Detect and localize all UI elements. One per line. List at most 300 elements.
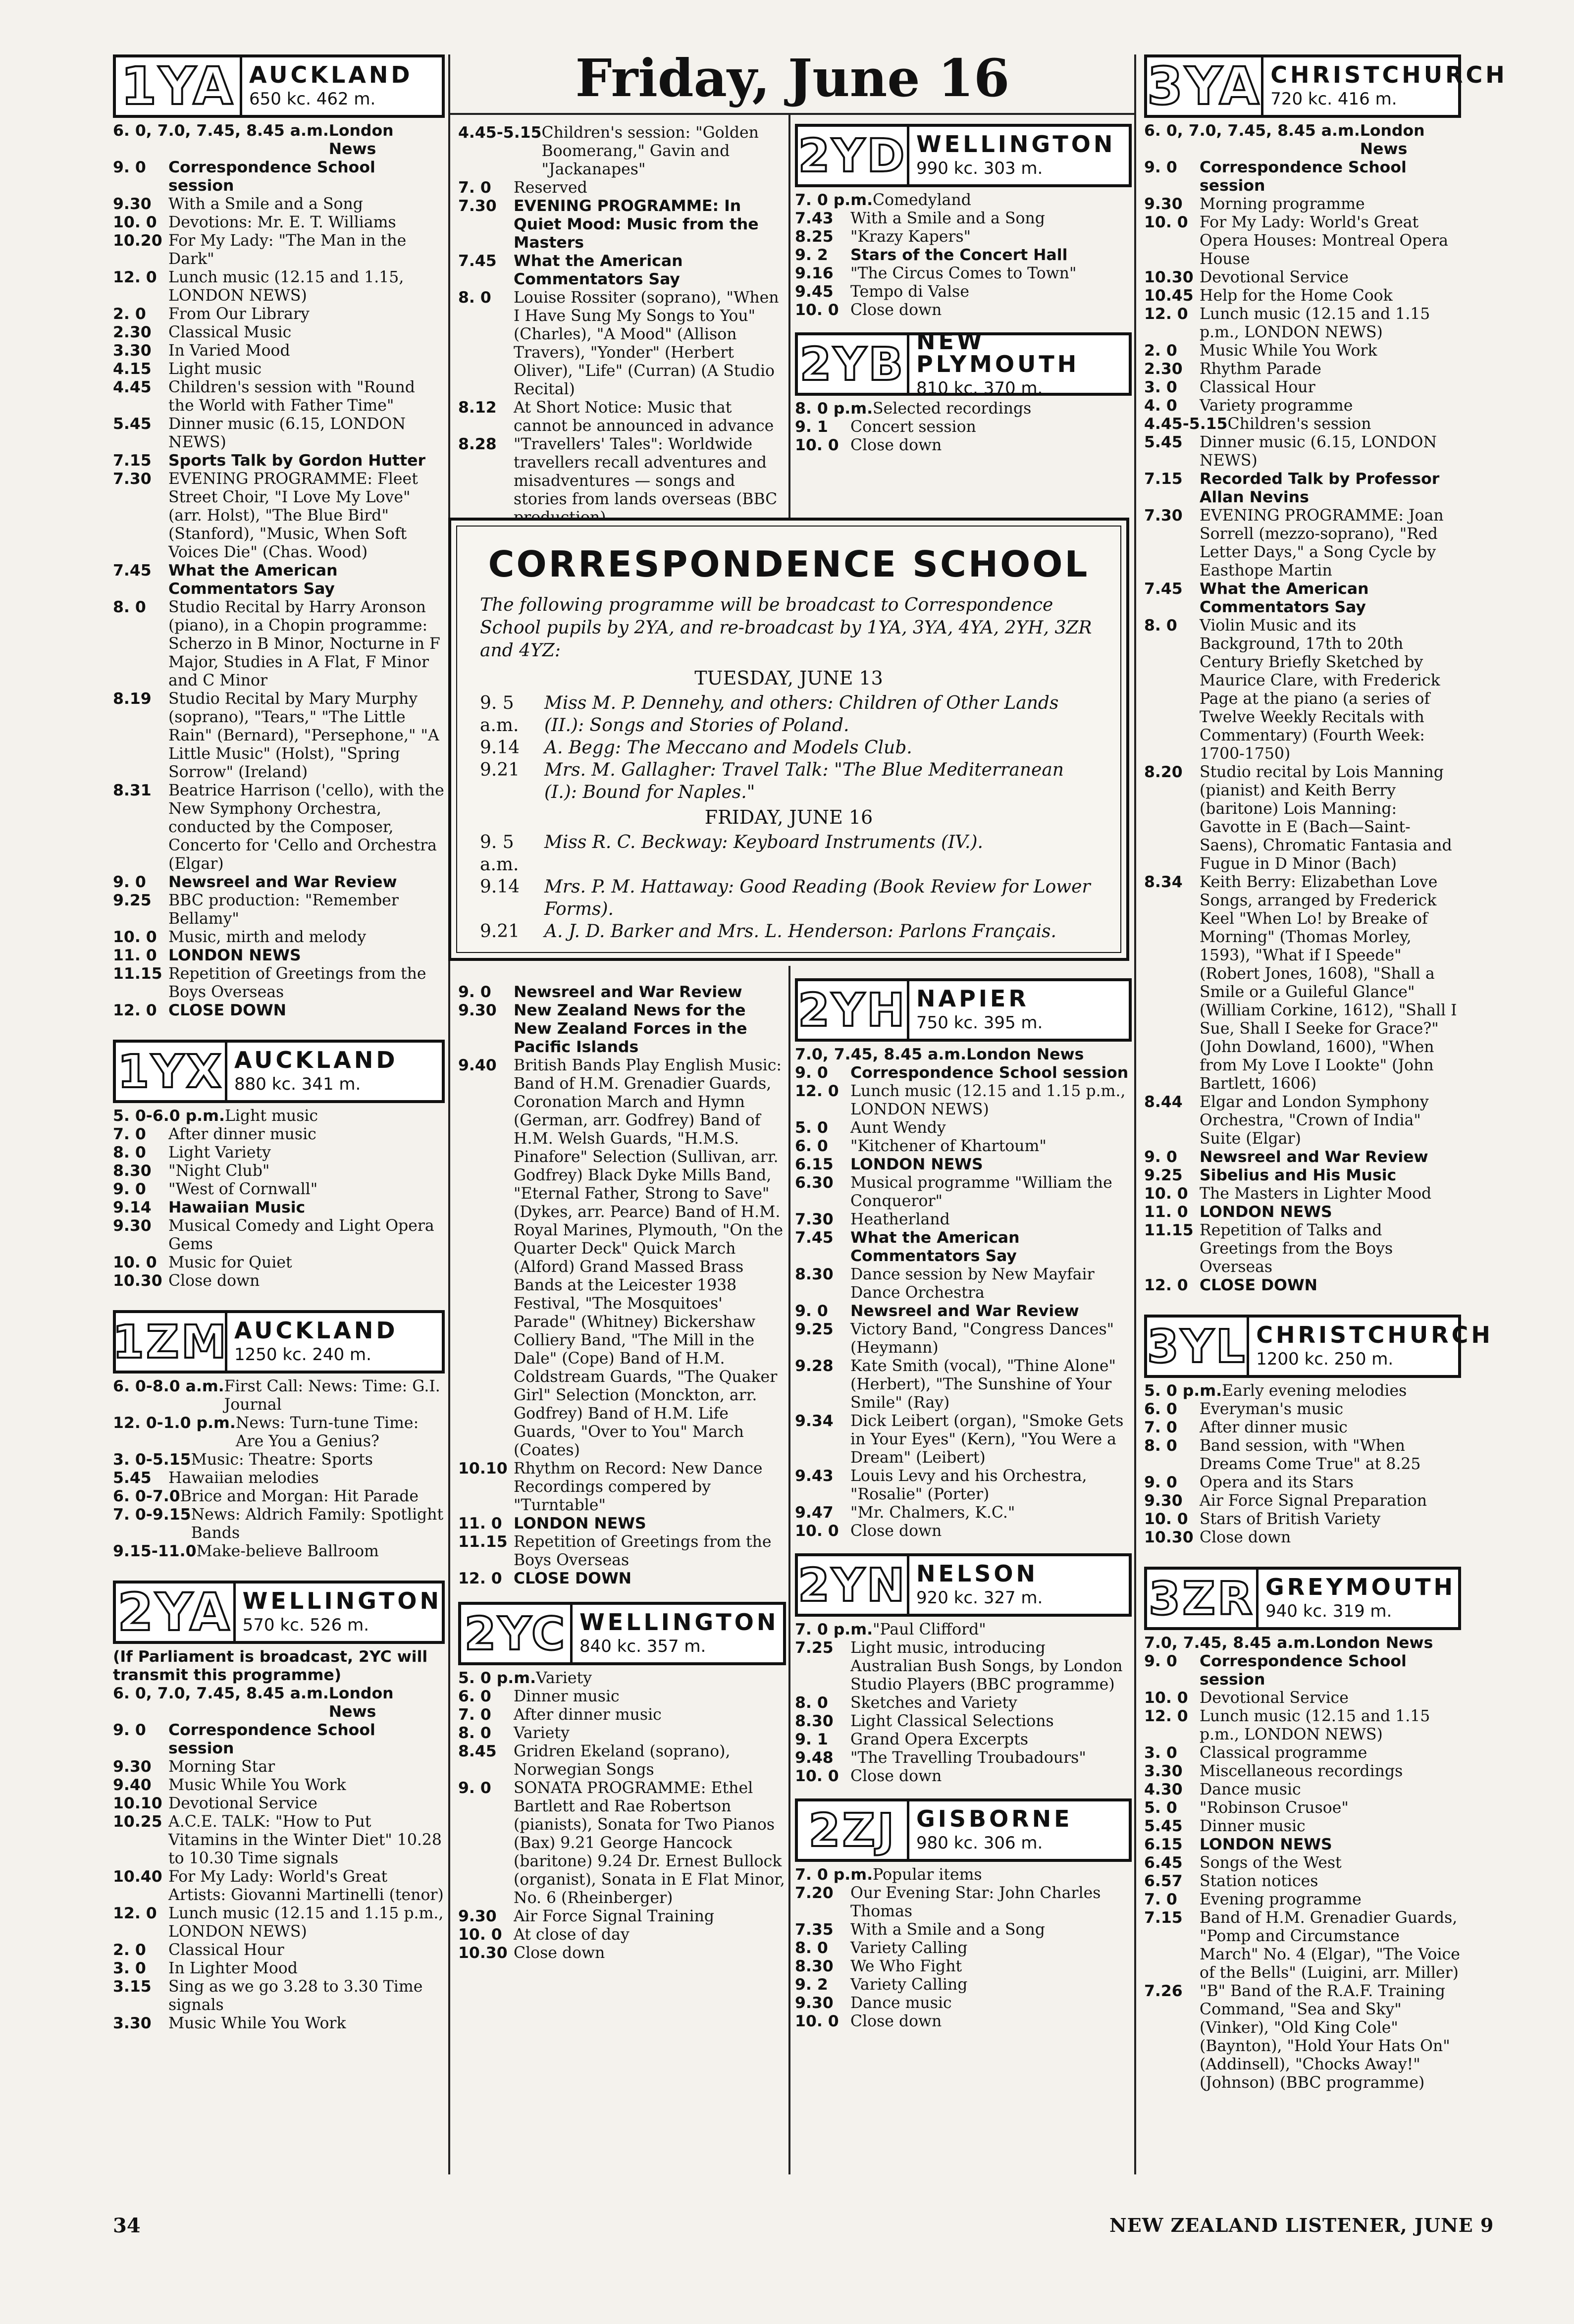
programme-time: 9. 0	[795, 1064, 828, 1082]
programme-item	[458, 197, 786, 252]
programme-time: 9. 0	[1144, 1474, 1177, 1491]
station-frequency: 650 kc. 462 m.	[249, 89, 376, 109]
station-city: GREYMOUTH	[1265, 1574, 1456, 1600]
station-frequency: 750 kc. 395 m.	[916, 1013, 1043, 1033]
programme-title: After dinner music	[168, 1125, 316, 1143]
station-frequency: 990 kc. 303 m.	[916, 158, 1043, 178]
programme-title: What the American Commentators Say	[514, 252, 683, 288]
call-sign-logo: 1YX	[116, 1043, 227, 1100]
programme-time: 5.45	[113, 415, 152, 433]
programme-time: 2. 0	[113, 1941, 146, 1959]
programme-title: Hawaiian melodies	[168, 1469, 319, 1487]
programme-item	[458, 1056, 786, 1460]
programme-item	[1144, 580, 1461, 617]
station-header	[795, 1798, 1132, 1862]
programme-time: 7. 0	[1144, 1891, 1177, 1908]
programme-item	[795, 1046, 1132, 1064]
station-city: WELLINGTON	[916, 131, 1116, 158]
programme-time: 12. 0	[1144, 1707, 1188, 1725]
programme-time: 7.30	[458, 197, 497, 215]
programme-time: 7. 0	[1144, 1419, 1177, 1436]
programme-time: 9. 0	[113, 158, 146, 176]
programme-item	[458, 1688, 786, 1706]
programme-title: Dance music	[1200, 1781, 1301, 1798]
programme-title: Rhythm Parade	[1200, 360, 1321, 378]
programme-time: 2.30	[113, 323, 152, 341]
programme-item	[113, 1414, 445, 1451]
station-1zm	[113, 1310, 445, 1561]
programme-time: 10.30	[458, 1944, 508, 1962]
programme-item	[113, 1199, 445, 1217]
station-frequency: 980 kc. 306 m.	[916, 1833, 1043, 1853]
programme-time: 11.15	[1144, 1221, 1194, 1239]
programme-item	[113, 213, 445, 232]
programme-time: 9.30	[113, 1217, 152, 1235]
programme-item	[1144, 415, 1461, 433]
programme-item	[113, 122, 445, 158]
programme-item	[458, 124, 786, 179]
programme-item	[1144, 287, 1461, 305]
programme-item	[795, 418, 1132, 436]
programme-time: 6. 0, 7.0, 7.45, 8.45 a.m.	[113, 122, 329, 140]
programme-item	[113, 195, 445, 213]
programme-time: 9.45	[795, 283, 834, 301]
programme-title: With a Smile and a Song	[168, 195, 363, 213]
programme-item	[458, 983, 786, 1002]
station-3ya	[1144, 54, 1508, 1295]
programme-item	[113, 1217, 445, 1254]
programme-item	[795, 2012, 1132, 2031]
schedule-item	[480, 759, 1098, 803]
programme-item	[795, 1357, 1132, 1412]
programme-title: LONDON NEWS	[168, 947, 301, 964]
programme-item	[113, 342, 445, 360]
programme-item	[795, 1320, 1132, 1357]
call-sign-logo: 2YD	[798, 127, 909, 184]
programme-time: 9. 0	[795, 1302, 828, 1320]
programme-item	[1144, 433, 1461, 470]
programme-time: 4.45-5.15	[458, 124, 542, 142]
programme-item	[113, 360, 445, 378]
programme-title: Brice and Morgan: Hit Parade	[180, 1487, 419, 1505]
programme-time: 8.28	[458, 435, 497, 453]
correspondence-title: CORRESPONDENCE SCHOOL	[488, 543, 1090, 585]
programme-item	[1144, 1437, 1461, 1474]
programme-item	[1144, 213, 1461, 268]
station-header	[1144, 1315, 1493, 1378]
programme-time: 8. 0	[458, 1724, 491, 1742]
programme-item	[113, 1144, 445, 1162]
call-sign-logo: 3ZR	[1147, 1570, 1259, 1627]
programme-item	[795, 1467, 1132, 1504]
programme-item	[458, 1779, 786, 1907]
programme-time: 8.19	[113, 690, 152, 708]
programme-time: 10. 0	[1144, 213, 1188, 231]
programme-time: 9.47	[795, 1504, 834, 1522]
programme-title: Close down	[514, 1944, 605, 1962]
programme-time: 10. 0	[113, 928, 157, 946]
programme-title: Grand Opera Excerpts	[850, 1731, 1029, 1748]
programme-title: Reserved	[514, 179, 587, 197]
column-1	[113, 54, 445, 2033]
programme-title: CLOSE DOWN	[514, 1570, 632, 1587]
programme-item	[1144, 195, 1461, 213]
programme-title: Dance session by New Mayfair Dance Orchestra	[850, 1266, 1095, 1302]
programme-time: 10.30	[1144, 1529, 1194, 1546]
programme-time: 7.45	[795, 1229, 834, 1247]
programme-item	[795, 1957, 1132, 1976]
programme-title: Variety Calling	[850, 1939, 968, 1957]
schedule-time: 9. 5 a.m.	[480, 832, 519, 875]
station-header	[795, 328, 1132, 398]
programme-time: 7.15	[1144, 1909, 1183, 1927]
programme-item	[113, 1107, 445, 1125]
programme-item	[795, 436, 1132, 455]
programme-item	[795, 1621, 1132, 1639]
programme-item	[113, 1758, 445, 1776]
programme-time: 9.30	[113, 195, 152, 213]
programme-time: 8.34	[1144, 873, 1183, 891]
programme-title: "Night Club"	[168, 1162, 270, 1180]
station-location	[236, 1584, 442, 1641]
programme-time: 9.30	[795, 1994, 834, 2012]
column-4	[1144, 54, 1508, 2092]
programme-time: 10.40	[113, 1868, 162, 1886]
programme-time: 9.30	[458, 1907, 497, 1925]
column-rule	[788, 114, 790, 520]
programme-item	[1144, 763, 1461, 873]
programme-title: Music While You Work	[1200, 342, 1377, 360]
station-header	[795, 1553, 1132, 1617]
programme-title: Songs of the West	[1200, 1854, 1342, 1872]
programme-time: 3.30	[1144, 1762, 1183, 1780]
programme-title: Morning Star	[168, 1758, 275, 1776]
programme-title: British Bands Play English Music: Band of H.M. Grenadier Guards, Coronation March and Hymn (German, arr. Godfrey) Band of H.M. Welsh Guards, "H.M.S. Pinafore" Selection (Sullivan, arr. Godfrey) Black Dyke Mills Band, "Eternal Father, Strong to Save" (Dykes, arr. Pearce) Band of H.M. Royal Marines, Plymouth, "On the Quarter Deck" Quick March (Alford) Grand Massed Brass Bands at the Leicester 1938 Festival, "The Mosquitoes' Parade" (Whitney) Bickershaw Colliery Band, "The Mill in the Dale" (Cope) Band of H.M. Coldstream Guards, "The Quaker Girl" Selection (Monckton, arr. Godfrey) Band of H.M. Life Guards, "Over to You" March (Coates)	[514, 1056, 783, 1459]
programme-title: Children's session with "Round the World with Father Time"	[168, 378, 415, 415]
programme-title: Opera and its Stars	[1200, 1474, 1354, 1491]
schedule-item	[480, 737, 1098, 759]
programme-title: "B" Band of the R.A.F. Training Command, "Sea and Sky" (Vinker), "Old King Cole" (Baynton), "Hold Your Hats On" (Addinsell), "Chocks Away!" (Johnson) (BBC programme)	[1200, 1982, 1450, 2092]
programme-item	[113, 562, 445, 598]
programme-title: Sing as we go 3.28 to 3.30 Time signals	[168, 1978, 423, 2014]
programme-title: Newsreel and War Review	[850, 1302, 1079, 1320]
programme-time: 10.10	[113, 1795, 162, 1812]
programme-time: 7. 0	[458, 179, 491, 197]
programme-item	[1144, 1093, 1461, 1148]
station-header	[458, 1602, 786, 1665]
programme-title: Close down	[1200, 1529, 1291, 1546]
programme-time: 8.30	[795, 1957, 834, 1975]
programme-title: Music, mirth and melody	[168, 928, 367, 946]
programme-time: 8.30	[113, 1162, 152, 1180]
programme-time: 4. 0	[1144, 397, 1177, 415]
programme-time: 9. 2	[795, 246, 828, 264]
column-2-bottom	[458, 983, 786, 1962]
station-city: CHRISTCHURCH	[1270, 61, 1508, 88]
programme-title: Lunch music (12.15 and 1.15 p.m., LONDON NEWS)	[1200, 305, 1430, 341]
programme-title: LONDON NEWS	[514, 1515, 646, 1532]
station-location	[573, 1605, 783, 1662]
programme-time: 5. 0	[1144, 1799, 1177, 1817]
programme-item	[458, 1743, 786, 1779]
programme-time: 9.48	[795, 1749, 834, 1767]
programme-title: Devotional Service	[168, 1795, 317, 1812]
programme-item	[1144, 1817, 1461, 1836]
programme-title: Air Force Signal Training	[514, 1907, 715, 1925]
programme-item	[1144, 1781, 1461, 1799]
programme-time: 9.30	[1144, 195, 1183, 213]
programme-item	[1144, 1474, 1461, 1492]
programme-title: We Who Fight	[850, 1957, 962, 1975]
programme-item	[1144, 1891, 1461, 1909]
programme-time: 6. 0-8.0 a.m.	[113, 1377, 224, 1395]
programme-title: "Kitchener of Khartoum"	[850, 1137, 1047, 1155]
programme-item	[795, 1731, 1132, 1749]
programme-title: "The Travelling Troubadours"	[850, 1749, 1086, 1767]
programme-title: BBC production: "Remember Bellamy"	[168, 892, 399, 928]
programme-time: 10. 0	[1144, 1510, 1188, 1528]
programme-title: After dinner music	[514, 1706, 662, 1724]
programme-item	[795, 1694, 1132, 1712]
programme-title: Morning programme	[1200, 195, 1365, 213]
programme-time: 7.45	[458, 252, 497, 270]
programme-time: 6.45	[1144, 1854, 1183, 1872]
station-city: AUCKLAND	[234, 1317, 398, 1344]
programme-item	[113, 1904, 445, 1941]
station-city: GISBORNE	[916, 1805, 1073, 1832]
programme-item	[1144, 1529, 1461, 1547]
programme-item	[1144, 1510, 1461, 1529]
programme-item	[1144, 873, 1461, 1093]
programme-time: 9.14	[113, 1199, 152, 1216]
schedule-description: A. J. D. Barker and Mrs. L. Henderson: Parlons Français.	[544, 921, 1056, 942]
programme-title: Variety programme	[1200, 397, 1353, 415]
programme-title: Aunt Wendy	[850, 1119, 946, 1137]
programme-time: 9. 0	[458, 1779, 491, 1797]
programme-time: 7.43	[795, 210, 834, 227]
station-2ya-continued	[458, 124, 786, 527]
station-location	[909, 1801, 1129, 1859]
station-header	[113, 1040, 445, 1103]
station-location	[909, 1556, 1129, 1614]
programme-time: 8. 0	[113, 1144, 146, 1162]
programme-item	[113, 873, 445, 892]
programme-item	[113, 1451, 445, 1469]
programme-title: SONATA PROGRAMME: Ethel Bartlett and Rae Robertson (pianists), Sonata for Two Pianos (Bax) 9.21 George Hancock (baritone) 9.24 Dr. Ernest Bullock (organist), Sonata in E Flat Minor, No. 6 (Rheinberger)	[514, 1779, 785, 1907]
programme-item	[113, 1125, 445, 1144]
correspondence-intro: The following programme will be broadcast to Correspondence School pupils by 2YA, and re-broadcast by 1YA, 3YA, 4YA, 2YH, 3ZR and 4YZ:	[480, 595, 1092, 661]
programme-item	[795, 1639, 1132, 1694]
programme-title: Victory Band, "Congress Dances" (Heymann)	[850, 1320, 1114, 1357]
programme-time: 11.15	[458, 1533, 508, 1551]
programme-item	[113, 2014, 445, 2033]
programme-time: 10. 0	[795, 301, 839, 319]
programme-title: Comedyland	[873, 191, 971, 209]
programme-title: Band of H.M. Grenadier Guards, "Pomp and Circumstance March" No. 4 (Elgar), "The Voice of the Bells" (Luigini, arr. Miller)	[1200, 1909, 1460, 1982]
programme-title: Sports Talk by Gordon Hutter	[168, 452, 426, 470]
programme-item	[458, 1002, 786, 1056]
programme-item	[458, 1515, 786, 1533]
programme-time: 7.20	[795, 1884, 834, 1902]
programme-item	[113, 1648, 445, 1685]
column-3-top	[795, 124, 1132, 455]
programme-title: Everyman's music	[1200, 1400, 1344, 1418]
correspondence-schedule	[480, 667, 1098, 943]
programme-time: 12. 0	[1144, 305, 1188, 323]
programme-title: Close down	[850, 1522, 942, 1540]
programme-item	[1144, 1707, 1461, 1744]
programme-title: With a Smile and a Song	[850, 210, 1045, 227]
programme-time: 9. 0	[113, 873, 146, 891]
station-location	[909, 328, 1129, 398]
programme-title: Violin Music and its Background, 17th to 20th Century Briefly Sketched by Maurice Clare, with Frederick Page at the piano (a series of Twelve Weekly Recitals with Commentary) (Fourth Week: 1700-1750)	[1200, 617, 1440, 763]
programme-time: 8.31	[113, 782, 152, 799]
programme-item	[1144, 1689, 1461, 1707]
programme-title: London News	[328, 122, 394, 158]
programme-time: 7.25	[795, 1639, 834, 1657]
programme-item	[1144, 1166, 1461, 1185]
station-2yb	[795, 328, 1132, 455]
programme-title: LONDON NEWS	[850, 1156, 983, 1173]
programme-item	[113, 1254, 445, 1272]
programme-title: Rhythm on Record: New Dance Recordings compered by "Turntable"	[514, 1460, 763, 1514]
programme-item	[113, 1272, 445, 1290]
programme-time: 6.57	[1144, 1872, 1183, 1890]
programme-time: 12. 0	[113, 1904, 157, 1922]
programme-time: 8.30	[795, 1266, 834, 1283]
programme-title: Correspondence School session	[850, 1064, 1129, 1082]
programme-time: 9.15-11.0	[113, 1542, 197, 1560]
call-sign-logo: 2ZJ	[798, 1801, 909, 1859]
call-sign-logo: 2YN	[798, 1556, 909, 1614]
programme-time: 9. 0	[1144, 1652, 1177, 1670]
programme-title: "West of Cornwall"	[168, 1180, 318, 1198]
programme-title: At close of day	[514, 1926, 630, 1944]
programme-item	[795, 1939, 1132, 1957]
schedule-item	[480, 876, 1098, 920]
programme-time: 10. 0	[113, 1254, 157, 1271]
programme-title: Newsreel and War Review	[168, 873, 397, 891]
programme-item	[795, 264, 1132, 283]
programme-title: Correspondence School session	[1200, 1652, 1407, 1689]
programme-title: Selected recordings	[873, 400, 1032, 418]
programme-item	[113, 1959, 445, 1978]
station-city: CHRISTCHURCH	[1256, 1321, 1493, 1348]
programme-title: Studio Recital by Harry Aronson (piano), in a Chopin programme: Scherzo in B Minor, Nocturne in F Major, Studies in A Flat, F Minor and C Minor	[168, 598, 440, 689]
programme-title: EVENING PROGRAMME: Joan Sorrell (mezzo-soprano), "Red Letter Days," a Song Cycle by Easthope Martin	[1200, 507, 1444, 580]
schedule-day: FRIDAY, JUNE 16	[704, 806, 873, 828]
programme-item	[113, 965, 445, 1002]
programme-item	[795, 1174, 1132, 1211]
programme-title: Lunch music (12.15 and 1.15 p.m., LONDON NEWS)	[850, 1082, 1126, 1118]
call-sign-logo: 2YA	[116, 1584, 236, 1641]
programme-item	[113, 1868, 445, 1904]
programme-time: 9.43	[795, 1467, 834, 1485]
programme-item	[113, 378, 445, 415]
station-frequency: 940 kc. 319 m.	[1265, 1601, 1392, 1621]
programme-title: Stars of British Variety	[1200, 1510, 1381, 1528]
programme-title: Variety	[514, 1724, 570, 1742]
programme-title: London News	[966, 1046, 1084, 1063]
programme-item	[113, 452, 445, 470]
programme-title: Keith Berry: Elizabethan Love Songs, arranged by Frederick Keel "When Lo! by Breake of Morning" (Thomas Morley, 1593), "What if I Speede" (Robert Jones, 1608), "Shall a Smile or a Guileful Glance" (William Corkine, 1612), "Shall I Sue, Shall I Seeke for Grace?" (John Dowland, 1600), "When from My Love I Lookte" (John Bartlett, 1606)	[1200, 873, 1457, 1093]
programme-title: In Lighter Mood	[168, 1959, 298, 1977]
programme-item	[1144, 158, 1461, 195]
programme-item	[795, 1994, 1132, 2012]
station-3zr	[1144, 1567, 1461, 2092]
programme-title: Correspondence School session	[168, 158, 375, 195]
programme-time: 9. 0	[113, 1721, 146, 1739]
programme-item	[1144, 1492, 1461, 1510]
programme-time: 5. 0 p.m.	[1144, 1382, 1222, 1400]
schedule-day: TUESDAY, JUNE 13	[694, 667, 883, 689]
station-1yx	[113, 1040, 445, 1290]
programme-time: 7. 0 p.m.	[795, 1621, 873, 1638]
schedule-description: Miss M. P. Dennehy, and others: Children of Other Lands (II.): Songs and Stories of Poland.	[544, 693, 1059, 736]
programme-title: Popular items	[873, 1866, 982, 1884]
programme-time: 7.0, 7.45, 8.45 a.m.	[1144, 1634, 1316, 1652]
station-frequency: 1200 kc. 250 m.	[1256, 1349, 1394, 1369]
programme-title: Classical Music	[168, 323, 292, 341]
programme-title: Musical Comedy and Light Opera Gems	[168, 1217, 434, 1253]
programme-item	[795, 1884, 1132, 1921]
programme-item	[113, 268, 445, 305]
programme-time: 6. 0, 7.0, 7.45, 8.45 a.m.	[1144, 122, 1360, 140]
programme-item	[458, 289, 786, 399]
programme-title: Dinner music (6.15, LONDON NEWS)	[168, 415, 406, 451]
programme-time: 8.12	[458, 399, 497, 417]
programme-title: Beatrice Harrison ('cello), with the New Symphony Orchestra, conducted by the Composer, Concerto for 'Cello and Orchestra (Elgar)	[168, 782, 444, 873]
programme-time: 10. 0	[113, 213, 157, 231]
programme-time: 7.30	[1144, 507, 1183, 525]
station-2ya	[113, 1581, 445, 2033]
programme-time: 3. 0	[1144, 1744, 1177, 1762]
programme-title: Light Variety	[168, 1144, 271, 1162]
programme-title: Concert session	[850, 418, 976, 436]
page-title: Friday, June 16	[575, 48, 1010, 108]
programme-time: 8. 0 p.m.	[795, 400, 873, 418]
programme-time: 9. 1	[795, 1731, 828, 1748]
schedule-time: 9.21	[480, 760, 520, 780]
programme-item	[113, 1978, 445, 2014]
programme-title: Correspondence School session	[168, 1721, 375, 1757]
programme-item	[795, 283, 1132, 301]
schedule-time: 9.21	[480, 921, 520, 942]
programme-item	[113, 1377, 445, 1414]
programme-time: 3.30	[113, 342, 152, 360]
programme-time: 6.30	[795, 1174, 834, 1192]
programme-time: 7.30	[113, 470, 152, 488]
station-2yn	[795, 1553, 1132, 1786]
programme-item	[113, 305, 445, 323]
station-city: NEW PLYMOUTH	[916, 328, 1080, 377]
programme-title: Louis Levy and his Orchestra, "Rosalie" (Porter)	[850, 1467, 1087, 1503]
programme-title: In Varied Mood	[168, 342, 290, 360]
programme-title: "Robinson Crusoe"	[1200, 1799, 1349, 1817]
programme-item	[113, 1002, 445, 1020]
programme-time: 6. 0	[1144, 1400, 1177, 1418]
programme-item	[795, 210, 1132, 228]
programme-time: 6. 0-7.0	[113, 1487, 180, 1505]
programme-item	[1144, 342, 1461, 360]
programme-item	[1144, 1854, 1461, 1872]
programme-item	[1144, 1652, 1461, 1689]
station-location	[242, 57, 442, 115]
programme-time: 7.0, 7.45, 8.45 a.m.	[795, 1046, 967, 1063]
programme-time: 8.30	[795, 1712, 834, 1730]
programme-title: Dance music	[850, 1994, 952, 2012]
schedule-time: 9. 5 a.m.	[480, 693, 519, 736]
